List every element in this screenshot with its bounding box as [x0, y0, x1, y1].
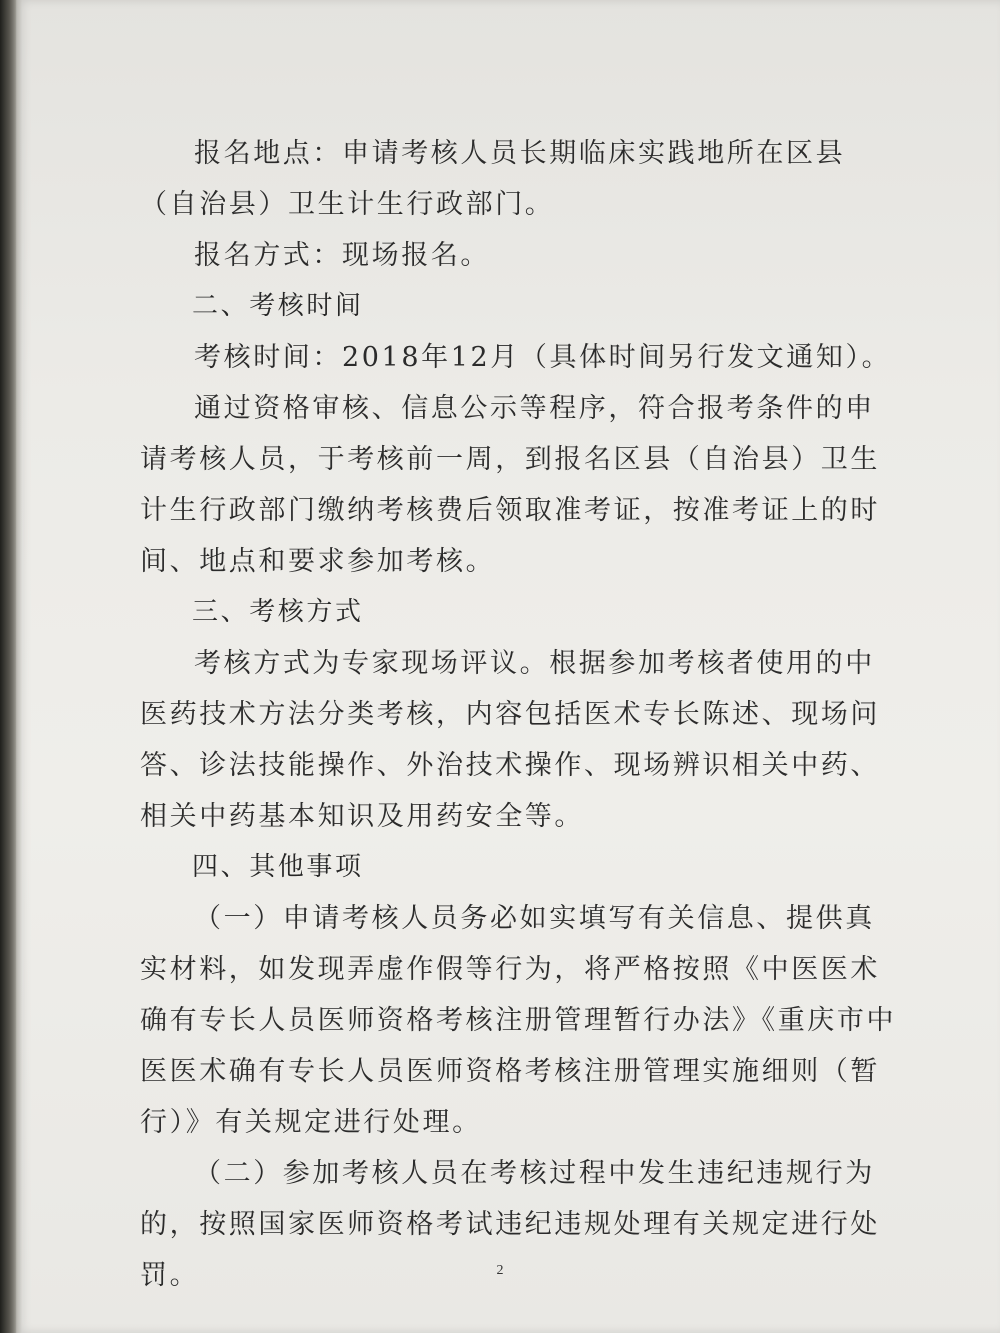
paragraph-item-two: （二）参加考核人员在考核过程中发生违纪违规行为的，按照国家医师资格考试违纪违规处理有关规定进行处罚。 [140, 1158, 880, 1291]
paragraph-admission-ticket: 通过资格审核、信息公示等程序，符合报考条件的申请考核人员，于考核前一周，到报名区县（自治县）卫生计生行政部门缴纳考核费后领取准考证，按准考证上的时间、地点和要求参加考核。 [140, 393, 880, 577]
paragraph-registration-method: 报名方式：现场报名。 [194, 240, 490, 271]
heading-assessment-method: 三、考核方式 [192, 597, 364, 627]
document-body [140, 128, 900, 1301]
paragraph-registration-location: 报名地点：申请考核人员长期临床实践地所在区县（自治县）卫生计生行政部门。 [140, 138, 846, 220]
page-edge-shadow [0, 0, 22, 1333]
heading-assessment-time: 二、考核时间 [192, 291, 364, 321]
page-number: 2 [496, 1263, 504, 1278]
paragraph-assessment-content: 考核方式为专家现场评议。根据参加考核者使用的中医药技术方法分类考核，内容包括医术专长陈述、现场问答、诊法技能操作、外治技术操作、现场辨识相关中药、相关中药基本知识及用药安全等。 [140, 648, 880, 832]
heading-other-matters: 四、其他事项 [192, 852, 364, 882]
paragraph-assessment-date: 考核时间：2018年12月（具体时间另行发文通知）。 [194, 342, 892, 373]
paragraph-item-one: （一）申请考核人员务必如实填写有关信息、提供真实材料，如发现弄虚作假等行为，将严格按照《中医医术确有专长人员医师资格考核注册管理暂行办法》《重庆市中医医术确有专长人员医师资格考核注册管理实施细则（暂行）》有关规定进行处理。 [140, 903, 897, 1138]
